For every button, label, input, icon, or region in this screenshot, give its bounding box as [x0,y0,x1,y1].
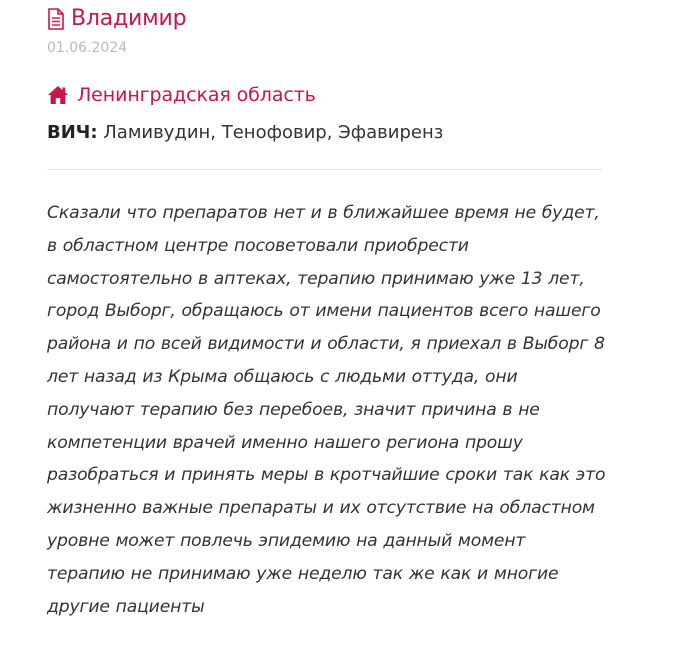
diagnosis-label: ВИЧ: [47,122,98,143]
author-row [47,1,607,37]
review-comment: Сказали что препаратов нет и в ближайшее время не будет, в областном центре посоветовали приобрести самостоятельно в аптеках, терапию принимаю уже 13 лет, город Выборг, обращаюсь от имени пациентов всего нашего района и по всей видимости и области, я приехал в Выборг 8 лет назад из Крыма общаюсь с людьми оттуда, они получают терапию без перебоев, значит причина в не компетенции врачей именно нашего региона прошу разобраться и принять меры в кротчайшие сроки так как это жизненно важные препараты и их отсутствие на областном уровне может повлечь эпидемию на данный момент терапию не принимаю уже неделю так же как и многие другие пациенты [47,203,606,617]
region-name: Ленинградская область [77,84,316,106]
review-date: 01.06.2024 [47,40,128,56]
author-name: Владимир [71,6,187,31]
diagnosis-row [47,120,607,146]
divider [47,169,602,170]
document-icon [47,8,65,30]
review-card [47,0,607,623]
region-row [47,80,607,110]
home-icon [47,85,69,105]
medications-list: Ламивудин, Тенофовир, Эфавиренз [103,122,444,143]
